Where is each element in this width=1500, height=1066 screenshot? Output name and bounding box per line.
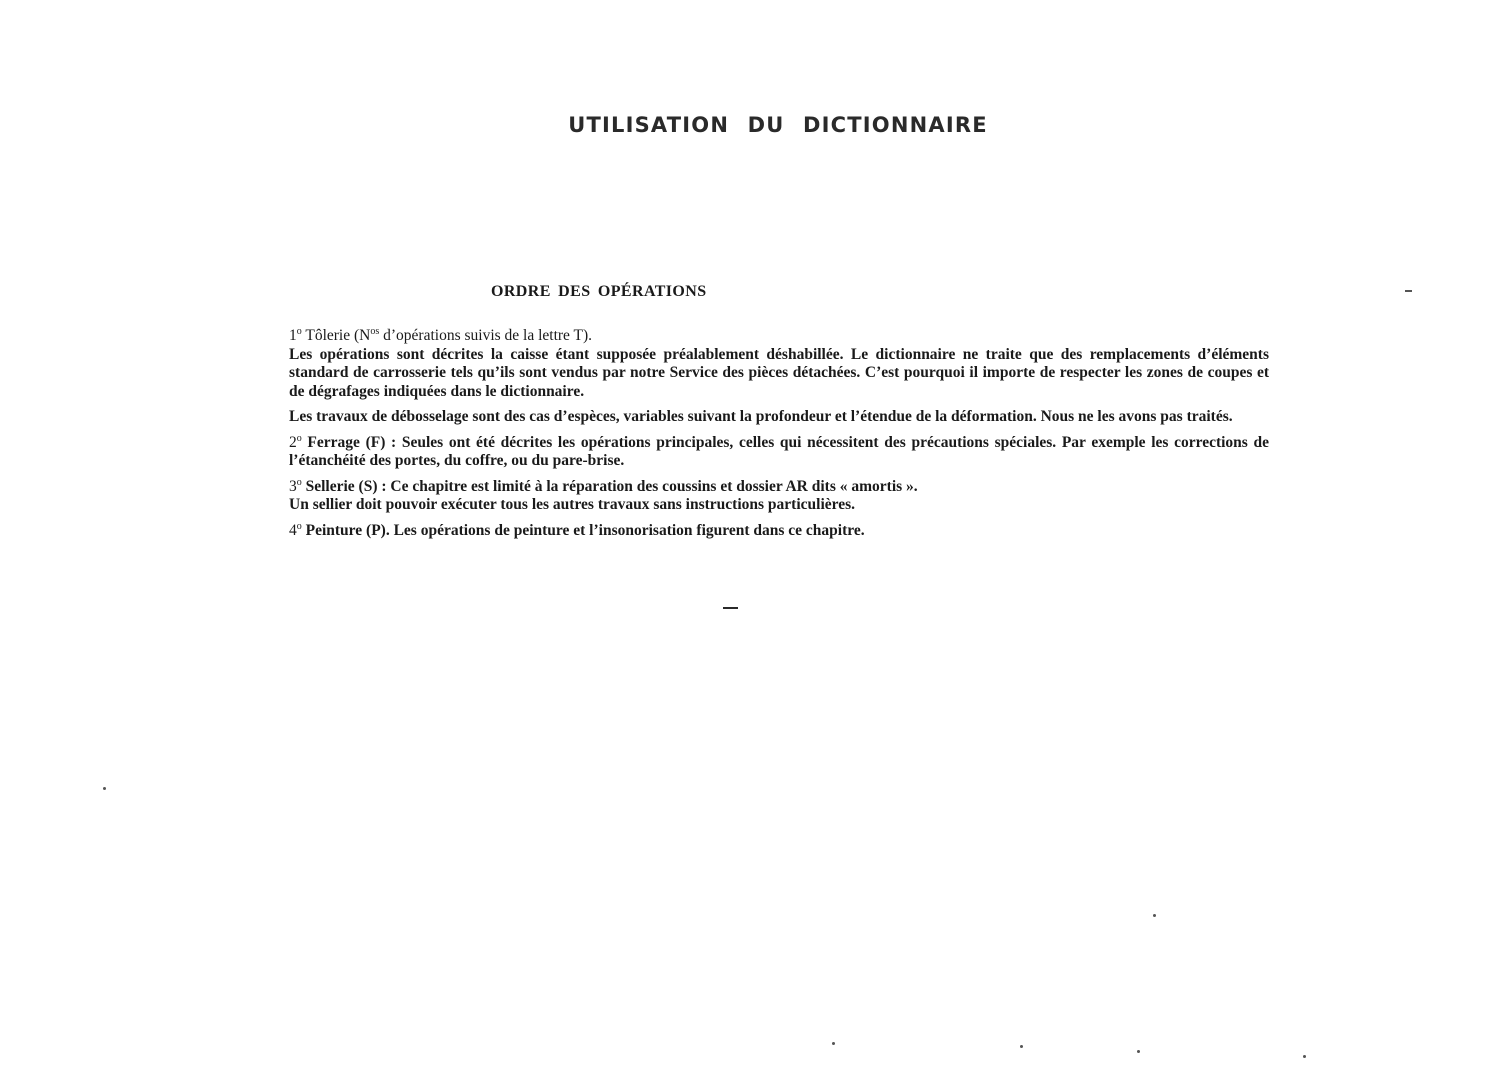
item-head-sup: os <box>370 325 380 337</box>
operations-list <box>289 327 1269 547</box>
item-peinture <box>289 522 1269 541</box>
item-toleries-note <box>289 408 1269 427</box>
item-degree: o <box>296 432 302 444</box>
item-number: 3 <box>289 477 297 495</box>
item-paragraph: Les travaux de débosselage sont des cas d’espèces, variables suivant la profondeur et l’étendue de la déformation. Nous ne les avons pas traités. <box>289 408 1233 425</box>
item-head: Tôlerie (N <box>305 327 371 344</box>
item-sellerie <box>289 478 1269 515</box>
item-paragraph: Ferrage (F) : Seules ont été décrites les opérations principales, celles qui nécessitent des précautions spéciales. Par exemple les corrections de l’étanchéité des portes, du coffre, ou du pare-brise. <box>289 433 1269 469</box>
scan-speck <box>1137 1050 1140 1053</box>
item-toleries <box>289 327 1269 401</box>
item-degree: o <box>296 476 302 488</box>
page-title: UTILISATION DU DICTIONNAIRE <box>568 113 988 137</box>
scan-speck <box>832 1042 835 1045</box>
scan-speck <box>1020 1045 1023 1048</box>
item-head-rest: d’opérations suivis de la lettre T). <box>379 327 593 344</box>
item-paragraph: Peinture (P). Les opérations de peinture et l’insonorisation figurent dans ce chapitre. <box>301 521 865 539</box>
item-number: 1 <box>289 327 297 344</box>
scan-speck <box>1303 1055 1306 1058</box>
scan-speck <box>1405 290 1412 292</box>
end-dash-divider <box>723 607 738 609</box>
scan-speck <box>1153 914 1156 917</box>
item-paragraph: Sellerie (S) : Ce chapitre est limité à la réparation des coussins et dossier AR dits « amortis ». <box>301 477 918 495</box>
item-paragraph: Les opérations sont décrites la caisse étant supposée préalablement déshabillée. Le dictionnaire ne traite que des remplacements d’éléments standard de carrosserie tels qu’ils sont vendus par notre Service des pièces détachées. C’est pourquoi il importe de respecter les zones de coupes et de dégrafages indiquées dans le dictionnaire. <box>289 345 1269 400</box>
item-number: 4 <box>289 521 297 539</box>
item-number: 2 <box>289 433 297 451</box>
item-degree: o <box>296 520 302 532</box>
item-ferrage <box>289 434 1269 471</box>
item-paragraph: Un sellier doit pouvoir exécuter tous les autres travaux sans instructions particulières. <box>289 496 856 513</box>
item-degree: o <box>296 325 302 337</box>
scan-speck <box>103 787 106 790</box>
section-title: ORDRE DES OPÉRATIONS <box>491 283 707 300</box>
